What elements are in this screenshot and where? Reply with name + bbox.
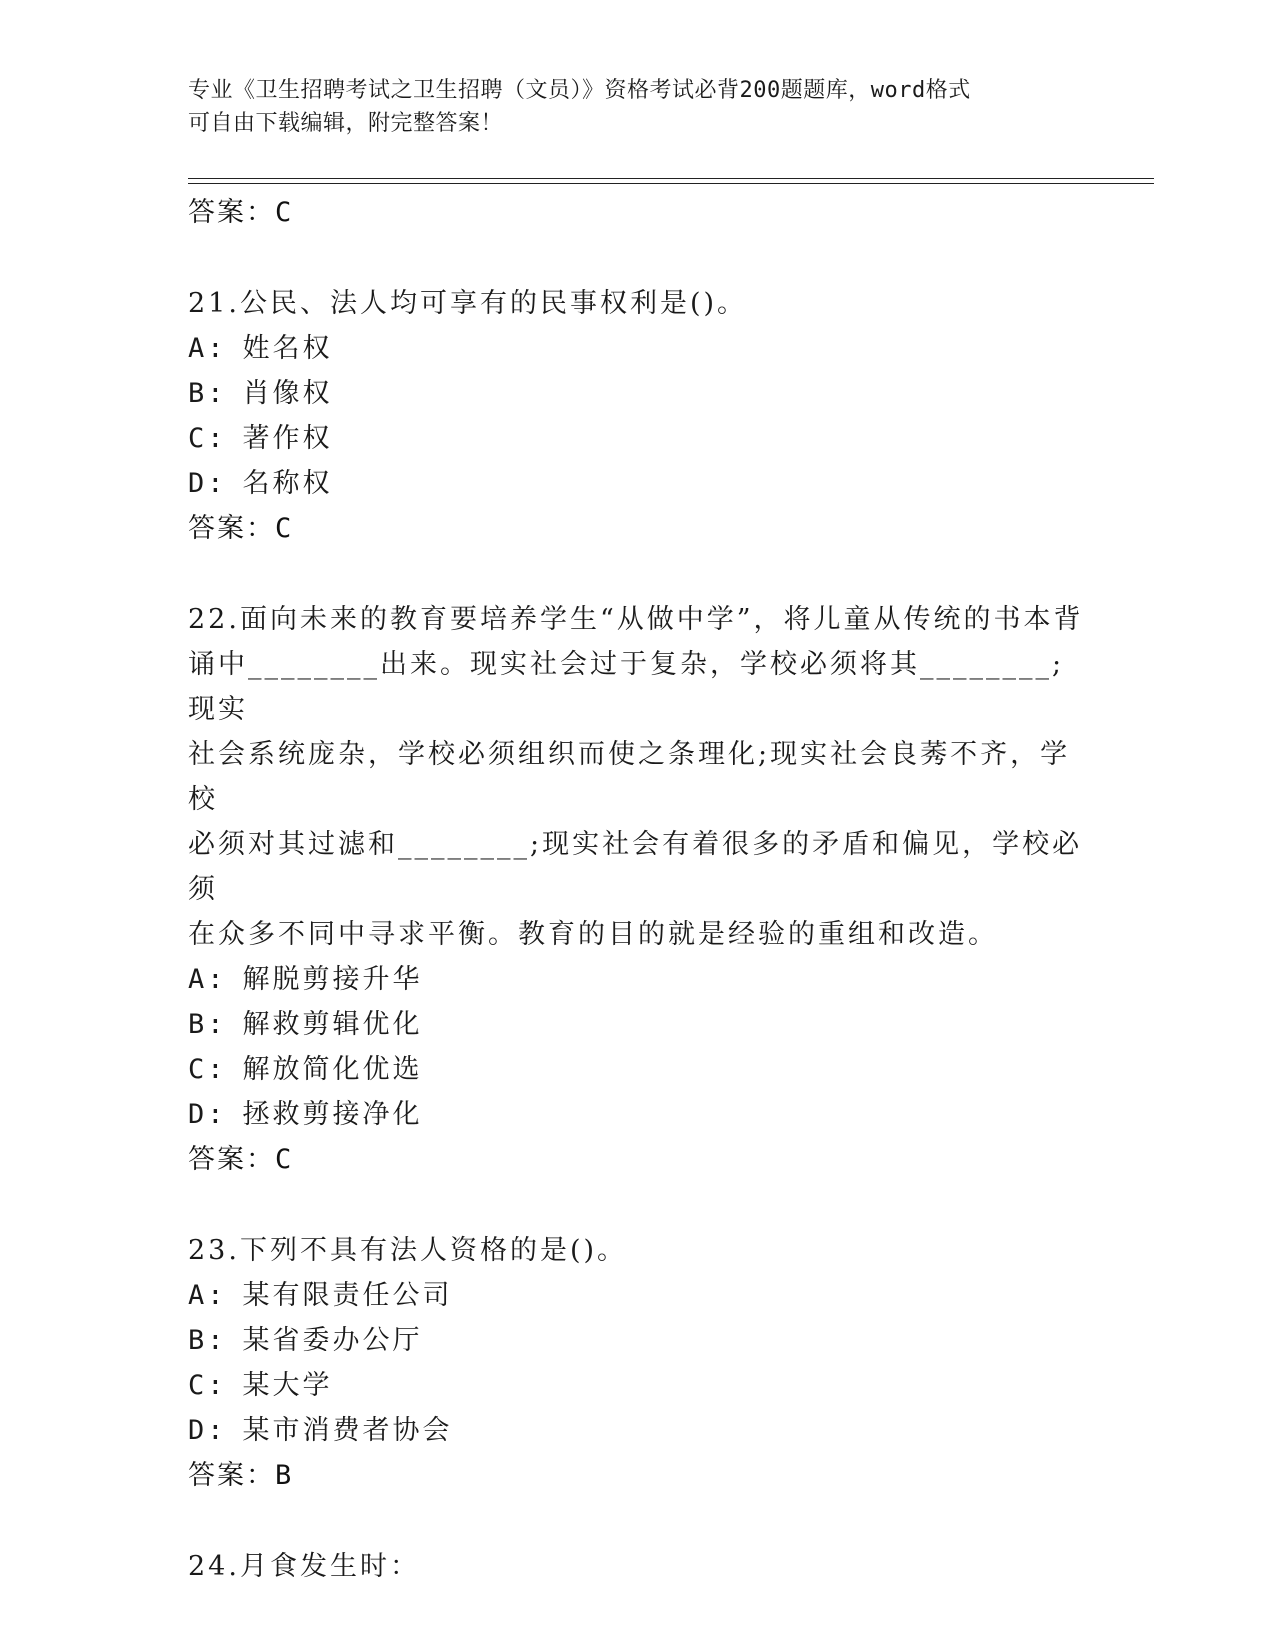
answer-option: [188, 1408, 1088, 1453]
option-letter: D:: [188, 1099, 227, 1130]
option-letter: C:: [188, 1370, 227, 1401]
answer-option: [188, 1273, 1088, 1318]
question-block: [188, 281, 1088, 551]
answer-option: [188, 416, 1088, 461]
answer-line: [188, 190, 1088, 235]
answer-line: [188, 1137, 1088, 1182]
question-block: [188, 1544, 1088, 1589]
option-text: 某大学: [242, 1370, 333, 1401]
document-header: [188, 74, 1088, 140]
option-letter: B:: [188, 1009, 227, 1040]
answer-value: C: [275, 197, 294, 228]
option-letter: D:: [188, 1415, 227, 1446]
answer-option: [188, 1002, 1088, 1047]
option-text: 某有限责任公司: [242, 1280, 453, 1311]
answer-option: [188, 326, 1088, 371]
option-text: 解救剪辑优化: [242, 1009, 423, 1040]
option-text: 解放简化优选: [242, 1054, 423, 1085]
answer-label: 答案：: [188, 197, 275, 228]
option-letter: C:: [188, 423, 227, 454]
option-letter: A:: [188, 333, 227, 364]
question-stem-line: 诵中________出来。现实社会过于复杂，学校必须将其________;现实: [188, 649, 1065, 725]
option-letter: A:: [188, 1280, 227, 1311]
question-stem-line: 23.下列不具有法人资格的是()。: [188, 1235, 628, 1266]
answer-value: C: [275, 1144, 294, 1175]
header-rule-thin: [188, 183, 1154, 184]
answer-value: B: [275, 1460, 294, 1491]
answer-option: [188, 371, 1088, 416]
question-block: [188, 597, 1088, 1182]
question-stem-line: 21.公民、法人均可享有的民事权利是()。: [188, 288, 748, 319]
option-letter: B:: [188, 1325, 227, 1356]
question-stem-line: 24.月食发生时：: [188, 1551, 420, 1582]
answer-option: [188, 461, 1088, 506]
answer-option: [188, 1047, 1088, 1092]
answer-option: [188, 1318, 1088, 1363]
option-text: 姓名权: [242, 333, 333, 364]
option-text: 名称权: [242, 468, 333, 499]
question-stem-line: 社会系统庞杂，学校必须组织而使之条理化;现实社会良莠不齐，学校: [188, 739, 1071, 815]
option-letter: A:: [188, 964, 227, 995]
answer-line: [188, 506, 1088, 551]
option-text: 著作权: [242, 423, 333, 454]
question-stem-line: 必须对其过滤和________;现实社会有着很多的矛盾和偏见，学校必须: [188, 829, 1083, 905]
answer-label: 答案：: [188, 1460, 275, 1491]
option-text: 某省委办公厅: [242, 1325, 423, 1356]
answer-line: [188, 1453, 1088, 1498]
option-text: 某市消费者协会: [242, 1415, 453, 1446]
question-block: [188, 1228, 1088, 1498]
option-letter: D:: [188, 468, 227, 499]
option-letter: C:: [188, 1054, 227, 1085]
answer-option: [188, 1092, 1088, 1137]
answer-label: 答案：: [188, 513, 275, 544]
option-text: 拯救剪接净化: [242, 1099, 423, 1130]
option-text: 肖像权: [242, 378, 333, 409]
option-letter: B:: [188, 378, 227, 409]
question-stem-line: 在众多不同中寻求平衡。教育的目的就是经验的重组和改造。: [188, 919, 998, 950]
answer-label: 答案：: [188, 1144, 275, 1175]
header-line-1: 专业《卫生招聘考试之卫生招聘（文员）》资格考试必背200题题库，word格式: [188, 78, 971, 103]
question-stem-line: 22.面向未来的教育要培养学生“从做中学”，将儿童从传统的书本背: [188, 604, 1084, 635]
answer-option: [188, 957, 1088, 1002]
answer-option: [188, 1363, 1088, 1408]
answer-value: C: [275, 513, 294, 544]
question-list: [188, 190, 1088, 1589]
header-rule-thick: [188, 178, 1154, 179]
option-text: 解脱剪接升华: [242, 964, 423, 995]
header-line-2: 可自由下载编辑，附完整答案！: [188, 111, 504, 136]
